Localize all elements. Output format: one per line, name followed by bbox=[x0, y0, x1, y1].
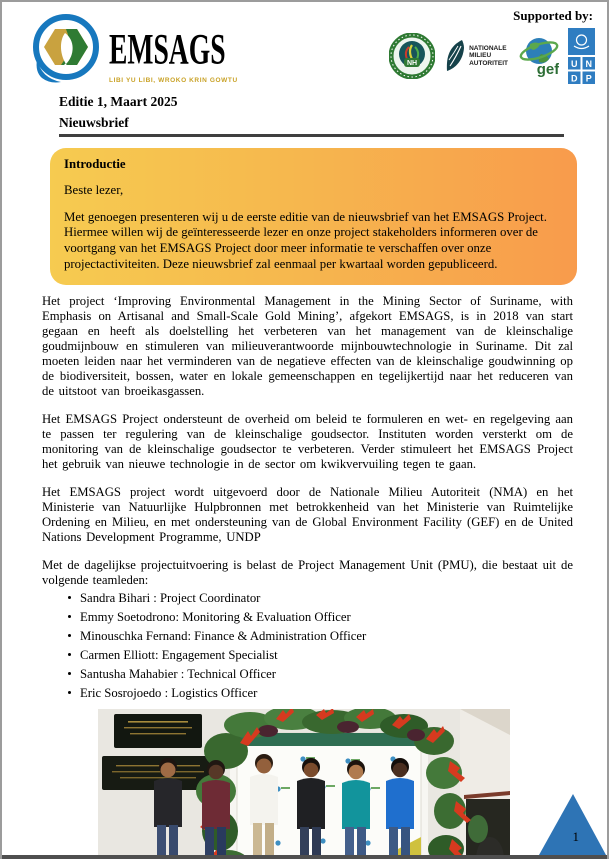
team-member-list bbox=[68, 591, 573, 702]
page-header bbox=[2, 2, 607, 90]
page-bottom-edge bbox=[2, 855, 607, 859]
emsags-wordmark: EMSAGS bbox=[109, 26, 226, 74]
header-rule bbox=[59, 134, 564, 137]
paragraph-project-execution: Het EMSAGS project wordt uitgevoerd door de Nationale Milieu Autoriteit (NMA) en het Ministerie van Natuurlijke Hulpbronnen met betrokkenheid van het Ministerie van Ruimtelijke Ordening en Milieu, en met ondersteuning van de Global Environment Facility (GEF) en de United Nations Development Programme, UNDP bbox=[42, 484, 573, 544]
emsags-logo-text bbox=[109, 10, 238, 84]
partner-logos bbox=[389, 28, 595, 84]
nma-line2: MILIEU bbox=[469, 52, 492, 60]
newsletter-label: Nieuwsbrief bbox=[59, 115, 129, 130]
intro-title: Introductie bbox=[64, 156, 126, 171]
page-number: 1 bbox=[572, 829, 579, 844]
undp-letter-d: D bbox=[570, 73, 578, 84]
list-item: Carmen Elliott: Engagement Specialist bbox=[68, 648, 573, 664]
ministry-nh-logo-icon bbox=[389, 33, 435, 79]
undp-letter-n: N bbox=[585, 59, 592, 69]
undp-letter-u: U bbox=[570, 59, 578, 69]
intro-box bbox=[50, 148, 577, 286]
list-item: Santusha Mahabier : Technical Officer bbox=[68, 667, 573, 683]
team-photo bbox=[98, 709, 510, 859]
main-text bbox=[42, 294, 573, 702]
gef-logo-icon bbox=[517, 34, 559, 78]
supported-by-label: Supported by: bbox=[513, 8, 593, 23]
emsags-tagline: LIBI YU LIBI, WROKO KRIN GOWTU bbox=[109, 77, 238, 84]
gef-label: gef bbox=[536, 61, 559, 78]
nma-leaf-icon bbox=[444, 38, 466, 74]
nma-line3: AUTORITEIT bbox=[469, 59, 508, 67]
emsags-logo-icon bbox=[28, 10, 104, 86]
nma-logo bbox=[444, 38, 508, 74]
list-item: Sandra Bihari : Project Coordinator bbox=[68, 591, 573, 607]
emsags-logo bbox=[28, 10, 238, 86]
intro-body: Met genoegen presenteren wij u de eerste editie van de nieuwsbrief van het EMSAGS Project. Hiermee willen wij de geïnteresseerde lezer en onze project stakeholders informeren over de voortgang van het EMSAGS Project door meer informatie te verschaffen over onze projectactiviteiten. Deze nieuwsbrief zal eenmaal per kwartaal worden gepubliceerd. bbox=[64, 209, 547, 271]
nh-label: NH bbox=[407, 60, 418, 67]
list-item: Eric Sosrojoedo : Logistics Officer bbox=[68, 686, 573, 702]
nma-label bbox=[469, 45, 508, 67]
list-item: Emmy Soetodrono: Monitoring & Evaluation Officer bbox=[68, 610, 573, 626]
edition-label: Editie 1, Maart 2025 bbox=[59, 94, 178, 109]
paragraph-project-support: Het EMSAGS Project ondersteunt de overheid om beleid te formuleren en wet- en regelgeving aan te passen ter regulering van de kleinschalige goudsector. Instituten worden versterkt om de monitoring van de kleinschalige goudsector te verbeteren. Verder stimuleert het EMSAGS Project het gebruik van nieuwe technologie in de sector om kwikvervuiling tegen te gaan. bbox=[42, 412, 573, 471]
undp-logo-icon bbox=[568, 28, 595, 84]
page-corner-triangle bbox=[539, 794, 606, 855]
edition-block bbox=[59, 94, 607, 137]
undp-letter-p: P bbox=[585, 73, 592, 84]
intro-salutation: Beste lezer, bbox=[64, 183, 124, 198]
paragraph-project-description: Het project ‘Improving Environmental Management in the Mining Sector of Suriname, with Emphasis on Artisanal and Small-Scale Gold Mining’, afgekort EMSAGS, is in 2018 van start gegaan en heeft als doelstelling het verbeteren van het management van de kleinschalige goudmijnbouw en stimuleren van milieuverantwoorde mijnbouwtechnologie in Suriname. Dit zal moeten leiden naar het verminderen van de negatieve effecten van de kleinschalige goudwinning op de biodiversiteit, bossen, water en lokale gemeenschappen en tegelijkertijd naar het reduceren van de uitstoot van broeikasgassen. bbox=[42, 294, 573, 399]
list-item: Minouschka Fernand: Finance & Administration Officer bbox=[68, 629, 573, 645]
paragraph-team-intro: Met de dagelijkse projectuitvoering is belast de Project Management Unit (PMU), die bestaat uit de volgende teamleden: bbox=[42, 557, 573, 587]
nma-line1: NATIONALE bbox=[469, 44, 507, 52]
